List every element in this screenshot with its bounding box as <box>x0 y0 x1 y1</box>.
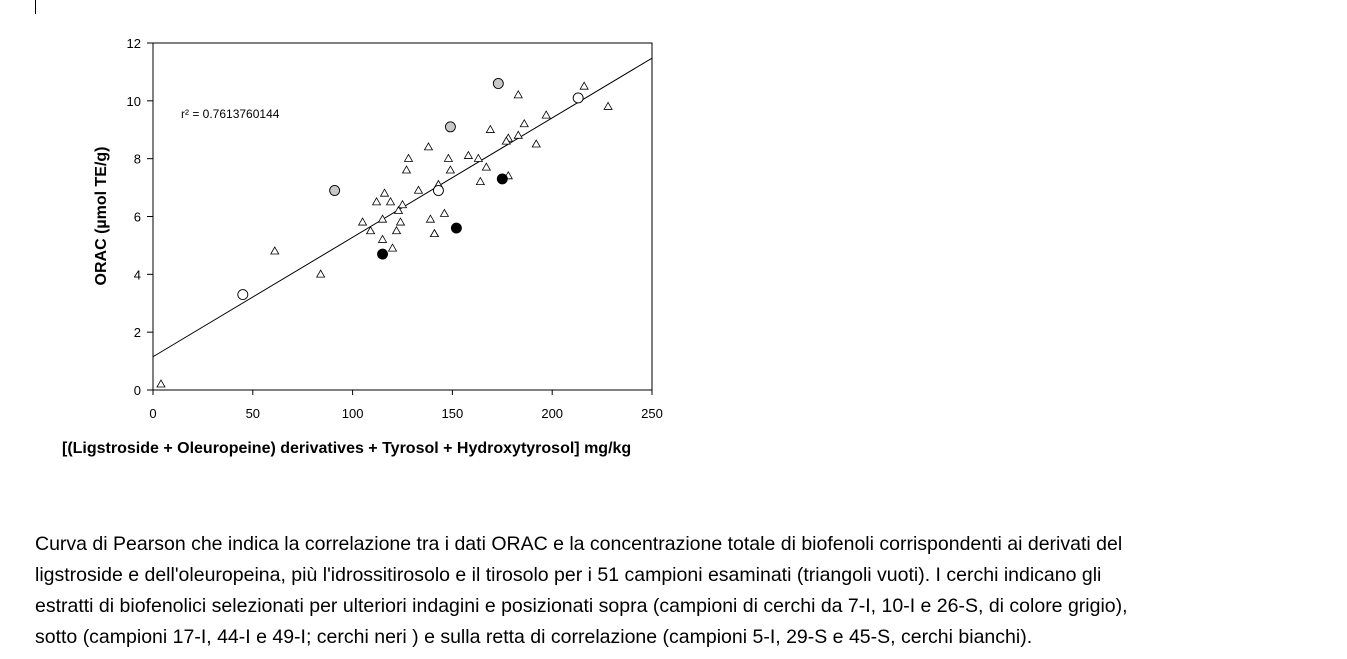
triangle-point <box>317 270 325 277</box>
grey-circle-point <box>330 185 340 195</box>
figure-caption <box>35 529 1335 653</box>
triangle-point <box>393 227 401 234</box>
white-circle-point <box>433 185 443 195</box>
triangle-point <box>271 247 279 254</box>
triangle-point <box>464 152 472 159</box>
y-axis-title: ORAC (µmol TE/g) <box>93 146 110 286</box>
x-axis-title: [(Ligstroside + Oleuropeine) derivatives + Tyrosol + Hydroxytyrosol] mg/kg <box>62 440 632 457</box>
y-tick-label: 12 <box>126 36 141 51</box>
triangle-point <box>520 120 528 127</box>
triangle-point <box>397 218 405 225</box>
black-circle-point <box>451 223 461 233</box>
triangle-point <box>379 215 387 222</box>
triangle-point <box>424 143 432 150</box>
x-tick-label: 100 <box>341 406 364 421</box>
triangle-point <box>444 154 452 161</box>
triangle-point <box>404 154 412 161</box>
triangle-point <box>359 218 367 225</box>
scatter-chart <box>0 0 760 470</box>
triangle-point <box>157 380 165 387</box>
triangle-point <box>486 126 494 133</box>
triangle-point <box>514 131 522 138</box>
triangle-point <box>399 201 407 208</box>
caption-line-1: Curva di Pearson che indica la correlazione tra i dati ORAC e la concentrazione totale di biofenoli corrispondenti ai derivati del <box>35 533 1123 555</box>
triangle-point <box>381 189 389 196</box>
black-circle-point <box>378 249 388 259</box>
x-tick-label: 150 <box>441 406 464 421</box>
x-tick-label: 250 <box>641 406 663 421</box>
triangle-point <box>430 230 438 237</box>
triangle-point <box>379 235 387 242</box>
y-tick-label: 4 <box>133 267 141 283</box>
black-circle-point <box>497 174 507 184</box>
y-tick-label: 2 <box>133 325 141 341</box>
triangle-point <box>514 91 522 98</box>
triangle-point <box>414 186 422 193</box>
triangle-point <box>532 140 540 147</box>
triangle-point <box>542 111 550 118</box>
y-tick-label: 8 <box>133 151 141 167</box>
triangle-point <box>482 163 490 170</box>
caption-line-2: ligstroside e dell'oleuropeina, più l'idrossitirosolo e il tirosolo per i 51 campioni esaminati (triangoli vuoti). I cerchi indicano gli <box>35 564 1102 586</box>
y-tick-label: 0 <box>133 383 141 398</box>
data-points <box>157 78 612 387</box>
y-axis <box>127 36 153 398</box>
triangle-point <box>402 166 410 173</box>
white-circle-point <box>573 93 583 103</box>
triangle-point <box>604 102 612 109</box>
x-axis <box>149 390 662 421</box>
triangle-point <box>389 244 397 251</box>
triangle-point <box>387 198 395 205</box>
y-tick-label: 10 <box>126 93 141 109</box>
x-tick-label: 200 <box>541 406 564 421</box>
y-tick-label: 6 <box>133 209 141 225</box>
caption-line-4: sotto (campioni 17-I, 44-I e 49-I; cerchi neri ) e sulla retta di correlazione (campioni 5-I, 29-S e 45-S, cerchi bianchi). <box>35 626 1033 648</box>
triangle-point <box>373 198 381 205</box>
grey-circle-point <box>493 78 503 88</box>
triangle-point <box>446 166 454 173</box>
triangle-point <box>476 178 484 185</box>
white-circle-point <box>238 290 248 300</box>
triangle-point <box>440 209 448 216</box>
grey-circle-point <box>445 122 455 132</box>
triangle-point <box>426 215 434 222</box>
triangle-point <box>580 82 588 89</box>
caption-line-3: estratti di biofenolici selezionati per ulteriori indagini e posizionati sopra (campioni di cerchi da 7-I, 10-I e 26-S, di colore grigio), <box>35 595 1128 617</box>
x-tick-label: 0 <box>149 406 157 421</box>
triangle-point <box>474 154 482 161</box>
r-squared-annotation: r² = 0.7613760144 <box>181 107 280 121</box>
x-tick-label: 50 <box>245 406 261 421</box>
